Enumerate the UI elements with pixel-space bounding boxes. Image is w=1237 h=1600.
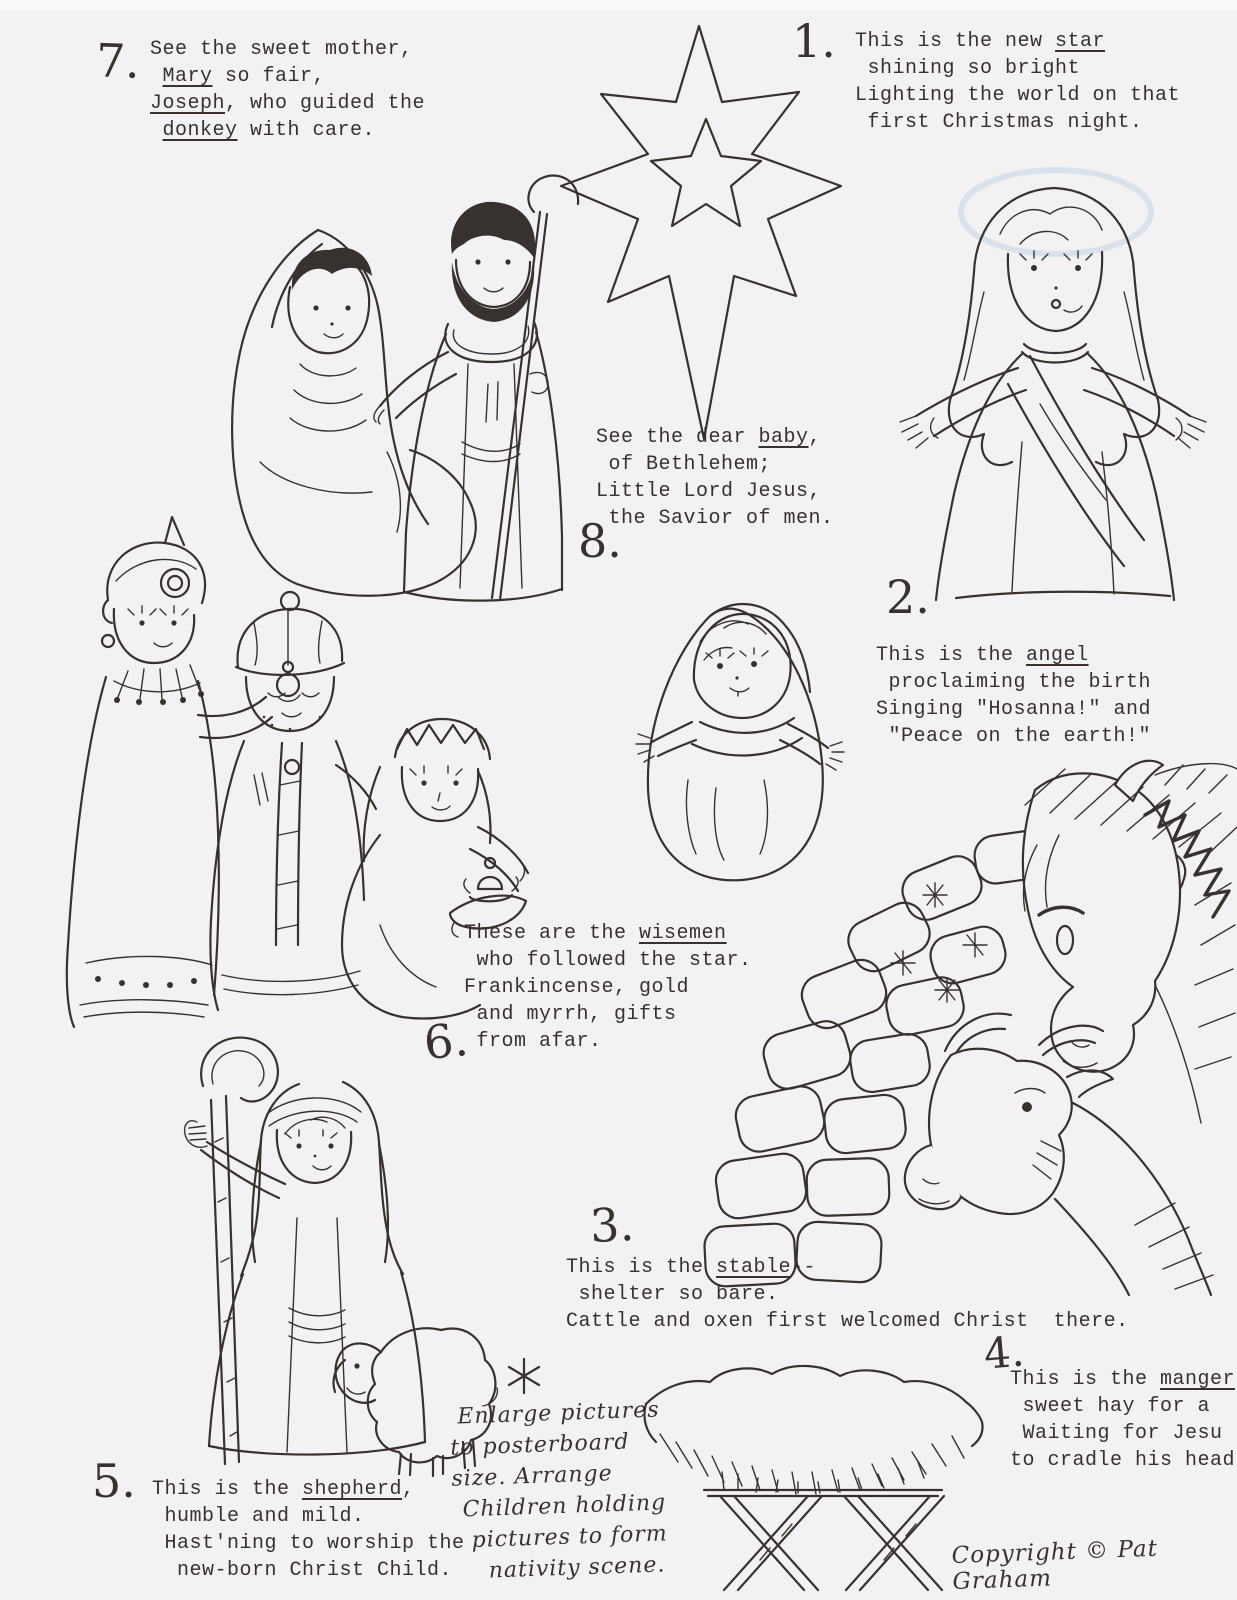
three-wisemen-illustration [50, 505, 530, 1035]
caption-6-text: These are the wisemen who followed the star. Frankincense, gold and myrrh, gifts from afar. [464, 922, 752, 1053]
caption-4-number: 4. [981, 1326, 1027, 1379]
caption-5-number: 5. [92, 1454, 136, 1508]
caption-7-number: 7. [95, 33, 141, 89]
copyright-line: Copyright © Pat Graham [951, 1535, 1159, 1595]
stable-with-animals-illustration [635, 755, 1237, 1295]
caption-8-text: See the dear baby, of Bethlehem; Little Lord Jesus, the Savior of men. [596, 426, 834, 530]
caption-7-text: See the sweet mother, Mary so fair, Joseph, who guided the donkey with care. [150, 38, 426, 142]
caption-5-text: This is the shepherd, humble and mild. Hast'ning to worship the new-born Christ Child. [152, 1478, 465, 1582]
caption-2-text: This is the angel proclaiming the birth Singing "Hosanna!" and "Peace on the earth!" [876, 644, 1152, 748]
caption-1-text: This is the new star shining so bright Lighting the world on that first Christmas night. [855, 30, 1181, 134]
caption-6-number: 6. [421, 1011, 471, 1071]
angel-illustration [872, 142, 1237, 604]
caption-3-text: This is the stable-- shelter so bare. Cattle and oxen first welcomed Christ there. [566, 1256, 1129, 1333]
enlarge-note: Enlarge pictures to posterboard size. Arrange Children holding pictures to form nativity scene. [450, 1397, 669, 1584]
caption-8-number: 8. [578, 514, 622, 568]
caption-2-number: 2. [886, 570, 930, 624]
sparkle-asterisk-icon [506, 1358, 542, 1394]
shepherd-with-lamb-illustration [85, 1022, 487, 1482]
caption-3-number: 3. [588, 1196, 636, 1254]
star-of-bethlehem-illustration [556, 14, 846, 444]
caption-1-number: 1. [792, 14, 836, 68]
caption-4-text: This is the manger sweet hay for a Waiting for Jesu to cradle his head [1010, 1368, 1236, 1472]
